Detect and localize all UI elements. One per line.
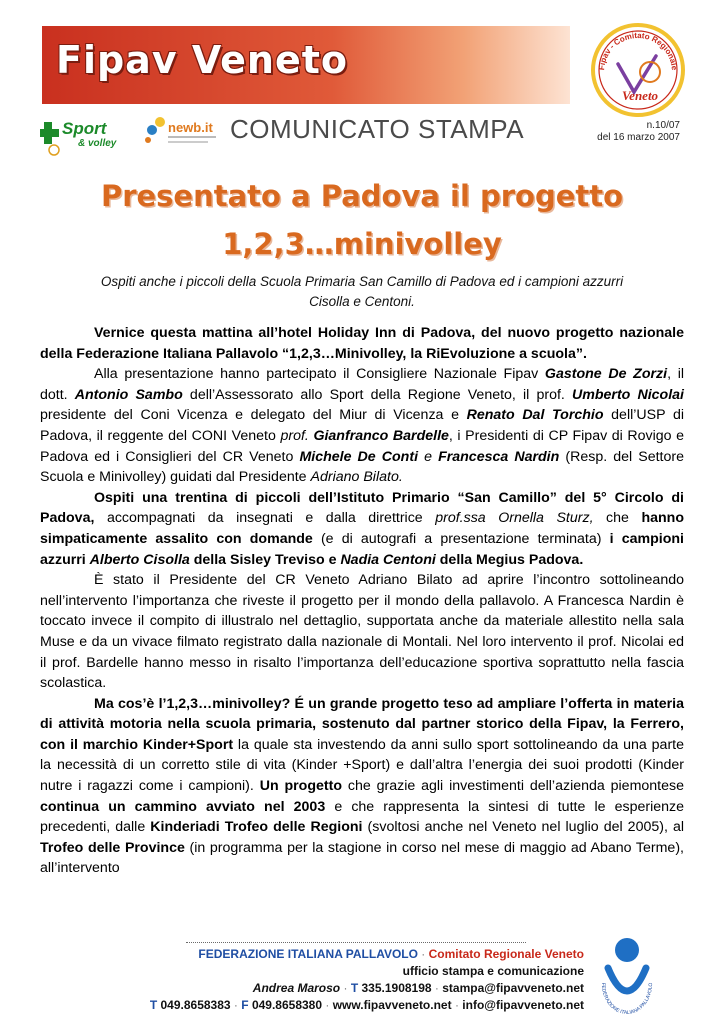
paragraph-run: prof.ssa Ornella Sturz,: [435, 510, 594, 527]
paragraph-run: Renato Dal Torchio: [466, 407, 604, 424]
article-body: [40, 323, 684, 879]
footer-office-phone[interactable]: 049.8658383: [160, 998, 231, 1012]
paragraph-run: È stato il Presidente del CR Veneto Adriano Bilato ad aprire l’incontro sottolineando nell’intervento l’importanza che riveste il progetto per il mondo della pallavolo. A Francesca Nardin è toccato invece il compito di illustralo nel dettaglio, supportata anche da materiale allestito nella sala Muse e da un vivace filmato registrato dalla nazionale di Montali. Nel loro intervento il prof. Nicolai ed il prof. Bardelle hanno messo in risalto l’importanza dell’educazione sportiva soprattutto nella fascia scolastica.: [40, 572, 684, 692]
footer-office: ufficio stampa e comunicazione: [402, 964, 584, 978]
paragraph-run: Alberto Cisolla: [89, 551, 190, 568]
footer-t-label: T: [350, 981, 359, 995]
footer-info-email[interactable]: info@fipavveneto.net: [462, 998, 584, 1012]
footer-contact-name: Andrea Maroso: [252, 981, 341, 995]
paragraph-run: della Megius Padova.: [435, 551, 584, 568]
paragraph-run: e: [424, 448, 439, 465]
sport-logo-word: Sport: [62, 119, 107, 138]
paragraph-run: (in programma per la stagione in corso nel mese di maggio ad Abano Terme), all’intervento: [40, 839, 684, 877]
paragraph-run: Nadia Centoni: [340, 551, 436, 568]
paragraph-run: i campioni azzurri: [40, 530, 684, 568]
paragraph-run: prof.: [280, 427, 314, 444]
paragraph-run: continua un cammino avviato nel 2003: [40, 798, 326, 815]
paragraph-run: (svoltosi anche nel Veneto nel luglio del 2005), al: [362, 819, 684, 836]
paragraph-run: Adriano Bilato.: [310, 469, 403, 486]
footer-contact-phone[interactable]: 335.1908198: [361, 981, 432, 995]
footer-logo-text: FEDERAZIONE ITALIANA PALLAVOLO: [599, 982, 655, 1017]
paragraph-run: Ma cos’è l’1,2,3…minivolley? É un grande progetto teso ad ampliare l’offerta in materia di attività motoria nella scuola primaria, sostenuto dal partner storico della Fipav, la Ferrero, con il marchio Kinder+Sport: [40, 695, 684, 753]
paragraph-run: accompagnati da insegnati e dalla direttrice: [94, 510, 436, 527]
paragraph-run: Ospiti una trentina di piccoli dell’Istituto Primario “San Camillo” del 5° Circolo di Padova,: [40, 489, 684, 527]
paragraph-run: Alla presentazione hanno partecipato il Consigliere Nazionale Fipav: [94, 366, 545, 383]
paragraph-run: Antonio Sambo: [74, 386, 183, 403]
headline-line-1: Presentato a Padova il progetto: [100, 179, 624, 213]
footer-federation: FEDERAZIONE ITALIANA PALLAVOLO: [198, 947, 418, 961]
newb-logo: [140, 108, 224, 154]
paragraph-run: Un progetto: [259, 778, 343, 795]
issue-date: del 16 marzo 2007: [597, 132, 680, 143]
paragraph-run: Francesca Nardin: [438, 448, 560, 465]
article-paragraph: [40, 570, 684, 694]
paragraph-run: dell’USP di Padova, il reggente del CONI Veneto: [40, 407, 685, 444]
article-paragraph: [40, 364, 684, 488]
paragraph-run: Gianfranco Bardelle: [313, 427, 449, 444]
paragraph-run: Umberto Nicolai: [572, 386, 684, 403]
fipav-federation-logo: [592, 934, 662, 1018]
paragraph-run: hanno simpaticamente assalito con domande: [40, 510, 684, 547]
volley-logo-word: & volley: [78, 138, 117, 149]
newb-logo-text: newb.it: [168, 120, 213, 135]
headline-line-2: 1,2,3…minivolley: [222, 227, 502, 261]
issue-number: n.10/07: [646, 120, 680, 131]
paragraph-run: , il dott.: [40, 366, 684, 403]
seal-bottom-text: Veneto: [621, 88, 659, 103]
footer-contact-email[interactable]: stampa@fipavveneto.net: [442, 981, 584, 995]
paragraph-run: della Sisley Treviso e: [189, 551, 341, 568]
paragraph-run: Vernice questa mattina all’hotel Holiday Inn di Padova, del nuovo progetto nazionale della Federazione Italiana Pallavolo “1,2,3…Minivolley, la RiEvoluzione a scuola”.: [40, 325, 684, 362]
footer-committee: Comitato Regionale Veneto: [428, 947, 584, 961]
subheadline-line-2: Cisolla e Centoni.: [309, 294, 415, 309]
article-paragraph: [40, 488, 684, 570]
issue-info: [597, 120, 680, 144]
paragraph-run: dell’Assessorato allo Sport della Regione Veneto, il prof.: [182, 386, 572, 403]
footer-t-label-2: T: [149, 998, 158, 1012]
footer-separator: ·: [417, 947, 429, 961]
paragraph-run: Kinderiadi Trofeo delle Regioni: [150, 819, 363, 836]
paragraph-run: , i Presidenti di CP Fipav di Rovigo e Padova ed i Consiglieri del CR Veneto: [40, 427, 685, 465]
paragraph-run: presidente del Coni Vicenza e delegato del Miur di Vicenza e: [40, 407, 467, 424]
section-title: COMUNICATO STAMPA: [230, 114, 525, 144]
paragraph-run: Michele De Conti: [299, 448, 419, 465]
footer-f-label: F: [241, 998, 249, 1012]
paragraph-run: la quale sta investendo da anni sullo sport sottolineando da una parte la necessità di un corretto stile di vita (Kinder +Sport) e dall’altra l’energia dei suoi prodotti (Kinder nutre i ragazzi come i campioni).: [40, 736, 685, 795]
article-paragraph: [40, 694, 684, 879]
subheadline-line-1: Ospiti anche i piccoli della Scuola Primaria San Camillo di Padova ed i campioni azzurri: [100, 274, 624, 289]
paragraph-run: che: [593, 510, 642, 527]
paragraph-run: che grazie agli investimenti dell’azienda piemontese: [342, 778, 684, 795]
paragraph-run: Trofeo delle Province: [40, 839, 185, 856]
article-paragraph: [40, 323, 684, 364]
footer-divider: [186, 942, 526, 943]
footer-website[interactable]: www.fipavveneto.net: [332, 998, 452, 1012]
sport-volley-logo: [40, 110, 132, 156]
footer-contacts: FEDERAZIONE ITALIANA PALLAVOLO · Comitato Regionale Veneto ufficio stampa e comunicazione Andrea Maroso · T 335.1908198 · stampa@fipavveneto.net T 049.8658383 · F 049.8658380 · www.fipavveneto.net · info@fipavveneto.net: [149, 947, 584, 1012]
fipav-veneto-seal-logo: [590, 22, 686, 118]
headline: [40, 172, 684, 268]
paragraph-run: e che rappresenta la sintesi di tutte le esperienze precedenti, dalle: [40, 798, 684, 836]
seal-top-text: Fipav - Comitato Regionale: [597, 30, 679, 71]
paragraph-run: Gastone De Zorzi: [544, 366, 668, 383]
paragraph-run: (e di autografi a presentazione terminata): [312, 530, 610, 547]
brand-title: Fipav Veneto: [56, 38, 349, 82]
subheadline: [40, 272, 684, 312]
footer-office-fax[interactable]: 049.8658380: [251, 998, 323, 1012]
paragraph-run: (Resp. del Settore Scuola e Minivolley) guidati dal Presidente: [40, 448, 684, 486]
